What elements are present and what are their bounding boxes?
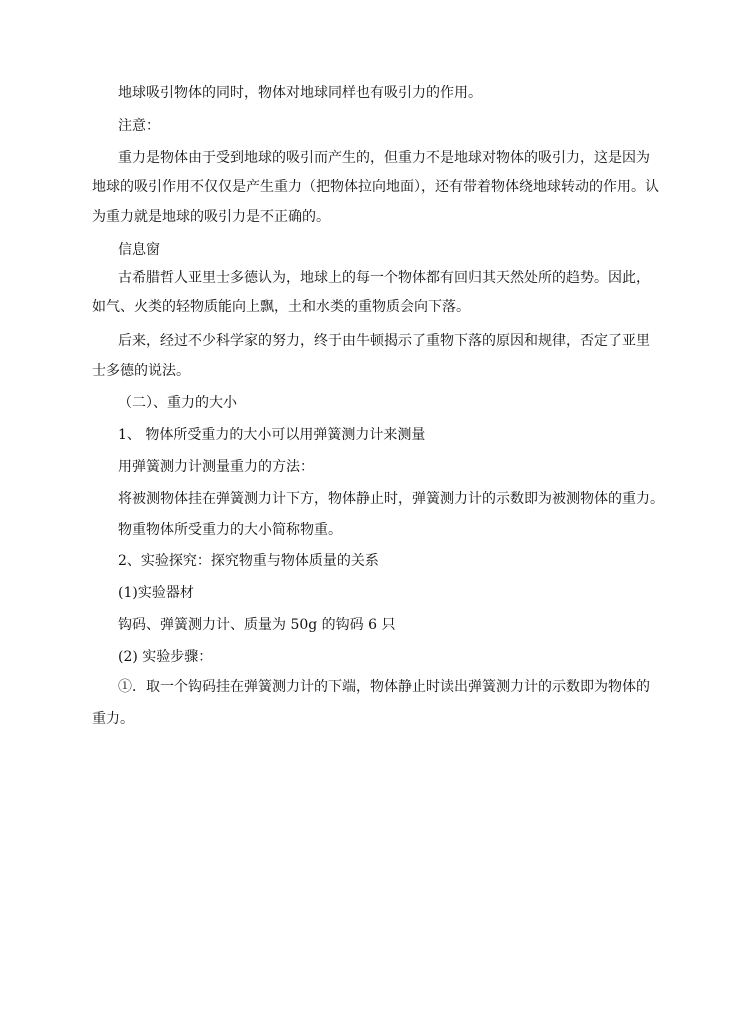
equipment-heading: (1)实验器材 bbox=[118, 585, 194, 601]
paragraph-weight-definition: 物重物体所受重力的大小简称物重。 bbox=[118, 522, 342, 538]
paragraph-earth-attraction: 地球吸引物体的同时，物体对地球同样也有吸引力的作用。 bbox=[118, 85, 482, 101]
info-window-heading: 信息窗 bbox=[118, 242, 160, 258]
list-item-1: 1、 物体所受重力的大小可以用弹簧测力计来测量 bbox=[118, 427, 426, 443]
paragraph-newton-line-2: 士多德的说法。 bbox=[92, 363, 190, 379]
paragraph-method: 将被测物体挂在弹簧测力计下方，物体静止时，弹簧测力计的示数即为被测物体的重力。 bbox=[118, 491, 664, 507]
method-heading: 用弹簧测力计测量重力的方法： bbox=[118, 459, 314, 475]
paragraph-gravity-line-1: 重力是物体由于受到地球的吸引而产生的，但重力不是地球对物体的吸引力，这是因为 bbox=[118, 150, 650, 166]
paragraph-aristotle-line-1: 古希腊哲人亚里士多德认为，地球上的每一个物体都有回归其天然处所的趋势。因此， bbox=[118, 270, 650, 286]
list-item-2: 2、实验探究：探究物重与物体质量的关系 bbox=[118, 553, 379, 569]
step-1-line-1: ①．取一个钩码挂在弹簧测力计的下端，物体静止时读出弹簧测力计的示数即为物体的 bbox=[118, 679, 650, 695]
steps-heading: (2) 实验步骤： bbox=[118, 649, 213, 665]
paragraph-gravity-line-2: 地球的吸引作用不仅仅是产生重力（把物体拉向地面），还有带着物体绕地球转动的作用。认 bbox=[92, 179, 659, 195]
note-heading: 注意： bbox=[118, 118, 160, 134]
section-heading-gravity-magnitude: （二）、重力的大小 bbox=[118, 395, 237, 411]
paragraph-aristotle-line-2: 如气、火类的轻物质能向上飘，土和水类的重物质会向下落。 bbox=[92, 299, 470, 315]
step-1-line-2: 重力。 bbox=[92, 711, 134, 727]
paragraph-gravity-line-3: 为重力就是地球的吸引力是不正确的。 bbox=[92, 209, 330, 225]
equipment-list: 钩码、弹簧测力计、质量为 50g 的钩码 6 只 bbox=[118, 617, 396, 633]
paragraph-newton-line-1: 后来，经过不少科学家的努力，终于由牛顿揭示了重物下落的原因和规律，否定了亚里 bbox=[118, 333, 650, 349]
